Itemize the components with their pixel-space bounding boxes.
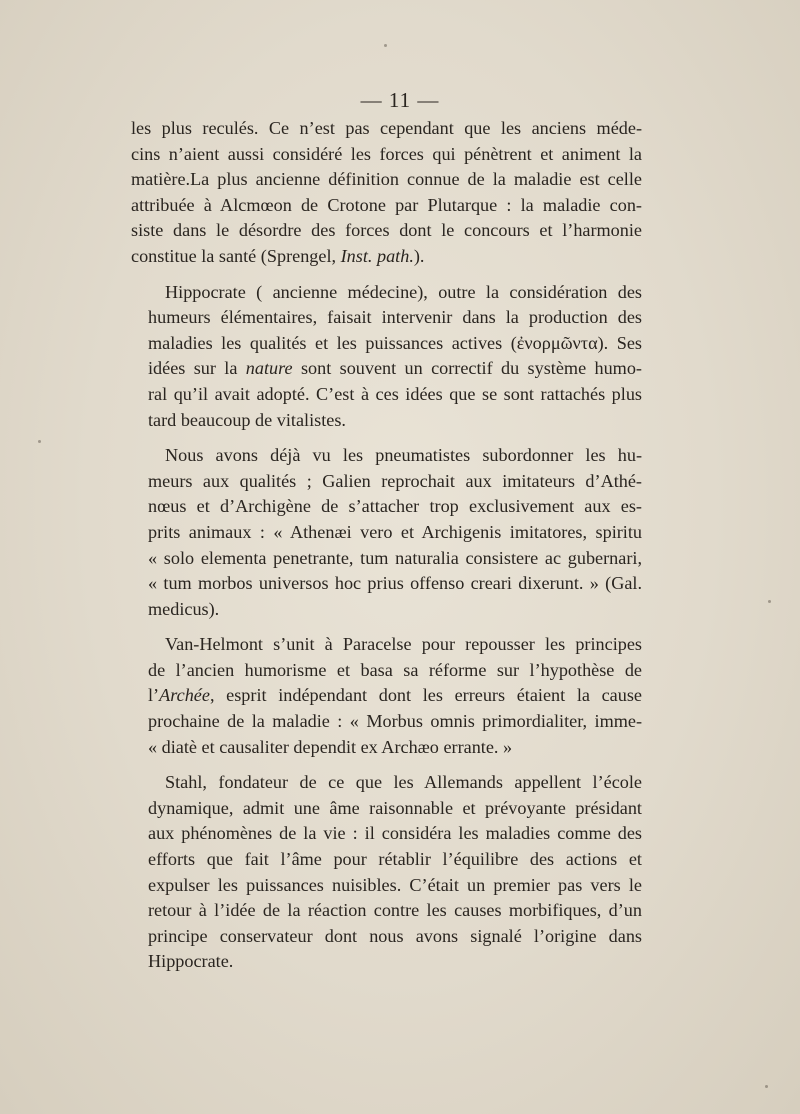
paper-speck (765, 1085, 768, 1088)
text-line: siste dans le désordre des forces dont le concours et l’harmonie (131, 220, 642, 241)
text-line: cins n’aient aussi considéré les forces qui pénètrent et animent la (131, 143, 642, 164)
text-line: prits animaux : « Athenæi vero et Archigenis imitatores, spiritu (148, 521, 642, 542)
text-line: Hippocrate ( ancienne médecine), outre la considération des (165, 281, 642, 302)
text-line: medicus). (148, 598, 220, 619)
text-line: efforts que fait l’âme pour rétablir l’équilibre des actions et (148, 849, 642, 870)
text-line: Hippocrate. (148, 951, 234, 972)
body-text (131, 116, 642, 975)
text-line: maladies les qualités et les puissances actives (ἐνορμῶντα). Ses (148, 332, 642, 353)
paragraph (131, 116, 642, 270)
text-line: matière.La plus ancienne définition connue de la maladie est celle (131, 169, 642, 190)
text-line: prochaine de la maladie : « Morbus omnis primordialiter, imme- (148, 711, 642, 732)
text-line: expulser les puissances nuisibles. C’était un premier pas vers le (148, 874, 642, 895)
text-line: Van-Helmont s’unit à Paracelse pour repousser les principes (165, 634, 642, 655)
text-line: principe conservateur dont nous avons signalé l’origine dans (148, 925, 642, 946)
text-line: Stahl, fondateur de ce que les Allemands appellent l’école (165, 772, 642, 793)
page-number: — 11 — (360, 88, 440, 112)
text-line: « diatè et causaliter dependit ex Archæo errante. » (148, 736, 513, 757)
text-line: l’Archée, esprit indépendant dont les erreurs étaient la cause (148, 685, 642, 706)
paragraph (131, 770, 642, 975)
text-line: meurs aux qualités ; Galien reprochait aux imitateurs d’Athé- (148, 470, 642, 491)
text-line: retour à l’idée de la réaction contre les causes morbifiques, d’un (148, 900, 642, 921)
paragraph (131, 280, 642, 434)
text-line: idées sur la nature sont souvent un correctif du système humo- (148, 358, 642, 379)
text-line: les plus reculés. Ce n’est pas cependant que les anciens méde- (131, 118, 642, 138)
text-line: humeurs élémentaires, faisait intervenir dans la production des (148, 307, 642, 328)
text-line: de l’ancien humorisme et basa sa réforme sur l’hypothèse de (148, 659, 642, 680)
text-line: tard beaucoup de vitalistes. (148, 409, 346, 430)
text-line: constitue la santé (Sprengel, Inst. path.). (131, 245, 425, 266)
text-line: « tum morbos universos hoc prius offenso creari dixerunt. » (Gal. (148, 573, 642, 594)
text-line: aux phénomènes de la vie : il considéra les maladies comme des (148, 823, 642, 844)
text-line: Nous avons déjà vu les pneumatistes subordonner les hu- (165, 445, 642, 466)
text-line: ral qu’il avait adopté. C’est à ces idées que se sont rattachés plus (148, 383, 642, 404)
text-line: nœus et d’Archigène de s’attacher trop exclusivement aux es- (148, 496, 642, 517)
text-line: attribuée à Alcmœon de Crotone par Plutarque : la maladie con- (131, 194, 642, 215)
paragraph (131, 632, 642, 760)
paper-speck (768, 600, 771, 603)
paper-speck (384, 44, 387, 47)
paper-speck (38, 440, 41, 443)
paragraph (131, 443, 642, 622)
text-line: « solo elementa penetrante, tum naturalia consistere ac gubernari, (148, 547, 642, 568)
text-line: dynamique, admit une âme raisonnable et prévoyante présidant (148, 797, 642, 818)
